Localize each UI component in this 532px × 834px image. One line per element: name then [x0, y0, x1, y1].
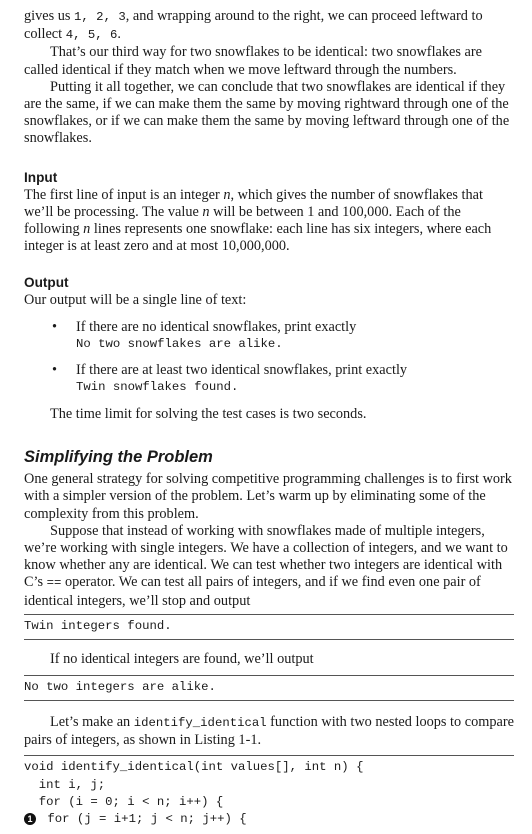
input-description: The first line of input is an integer n, which gives the number of snowflakes that we’ll be processing. The value n will be between 1 and 100,000. Each of the following n lines represents one snowflake: each line has six integers, where each integer is at least zero and at most 10,000,000. — [24, 186, 492, 255]
callout-marker-icon: 1 — [24, 813, 36, 825]
code-listing — [24, 755, 514, 828]
output-heading: Output — [24, 275, 69, 291]
bullet-text: If there are at least two identical snowflakes, print exactly — [76, 361, 408, 378]
bullet-code: Twin snowflakes found. — [76, 380, 239, 395]
bullet-item — [52, 362, 514, 396]
output-intro: Our output will be a single line of text: — [24, 292, 247, 309]
bullet-dot: • — [52, 361, 58, 378]
time-limit-text: The time limit for solving the test cases is two seconds. — [50, 406, 367, 423]
paragraph-summary: Putting it all together, we can conclude that two snowflakes are identical if they are the same, if we can make them the same by moving rightward through one of the snowflakes, or if we can make them the same by moving leftward through one of the snowflakes. — [24, 78, 510, 147]
listing-line: int i, j; — [24, 777, 106, 792]
listing-line: for (i = 0; i < n; i++) { — [24, 794, 224, 809]
code-block-none: No two integers are alike. — [24, 675, 514, 701]
bullet-item — [52, 319, 514, 353]
section-heading: Simplifying the Problem — [24, 448, 213, 467]
code-block-twin: Twin integers found. — [24, 614, 514, 640]
listing-line: 1 for (j = i+1; j < n; j++) { — [24, 811, 514, 828]
bullet-code: No two snowflakes are alike. — [76, 336, 283, 351]
bullet-dot: • — [52, 318, 58, 335]
listing-line: void identify_identical(int values[], int n) { — [24, 760, 364, 775]
input-heading: Input — [24, 169, 58, 185]
paragraph-strategy: One general strategy for solving competitive programming challenges is to first work with a simpler version of the problem. Let’s warm up by eliminating some of the complexity from this problem. — [24, 471, 512, 522]
paragraph-continuation: gives us 1, 2, 3, and wrapping around to the right, we can proceed leftward to collect 4, 5, 6. — [24, 8, 483, 43]
function-intro: Let’s make an identify_identical function with two nested loops to compare pairs of integers, as shown in Listing 1-1. — [24, 714, 514, 749]
paragraph-third-way: That’s our third way for two snowflakes to be identical: two snowflakes are called identical if they match when we move leftward through the numbers. — [24, 44, 482, 78]
bullet-text: If there are no identical snowflakes, print exactly — [76, 318, 357, 335]
paragraph-single-integers: Suppose that instead of working with snowflakes made of multiple integers, we’re working with single integers. We have a collection of integers, and we want to know whether any are identical. We can test whether two integers are identical with C’s == operator. We can test all pairs of integers, and if we find even one pair of identical integers, we’ll stop and output — [24, 522, 508, 609]
no-identical-text: If no identical integers are found, we’ll output — [50, 650, 314, 667]
